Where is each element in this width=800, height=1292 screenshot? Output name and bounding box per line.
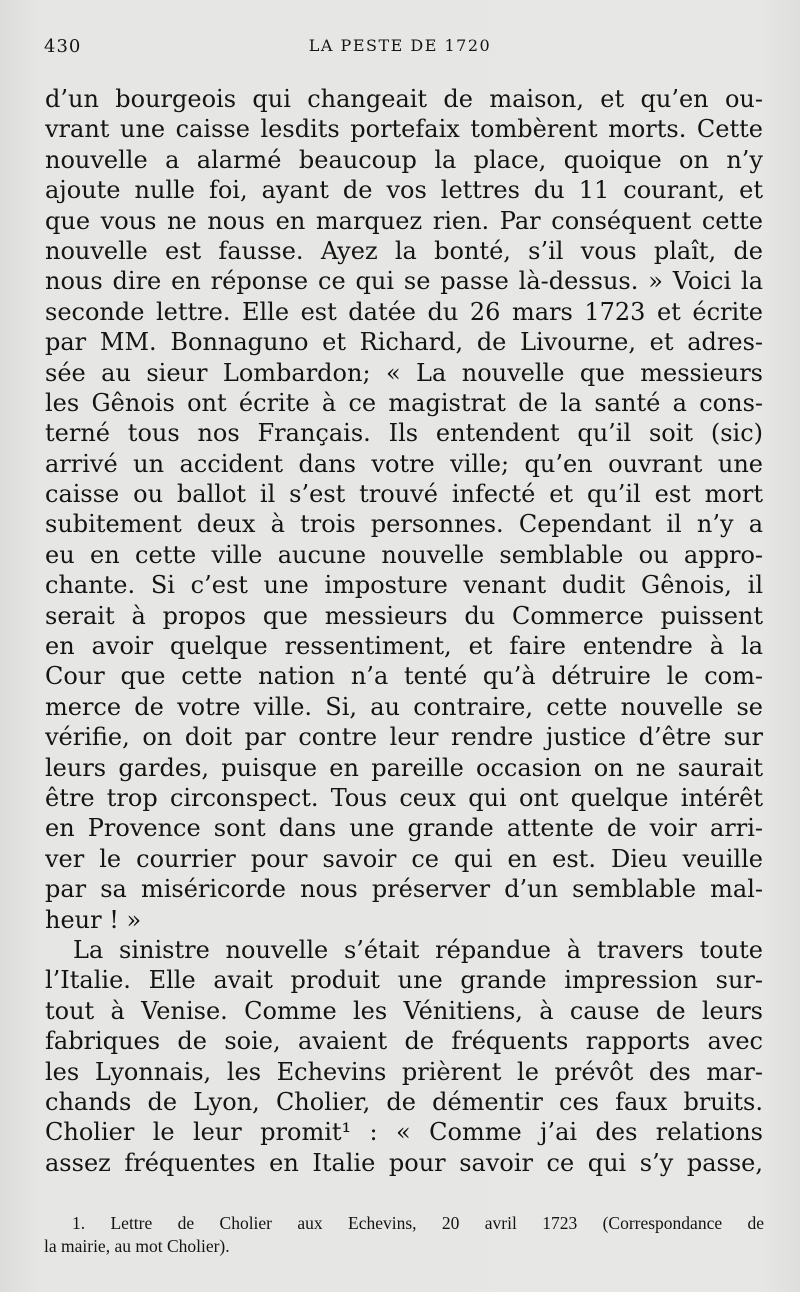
text-line: sée au sieur Lombardon; « La nouvelle que messieurs: [45, 358, 763, 387]
text-line: nous dire en réponse ce qui se passe là-dessus. » Voici la: [45, 267, 763, 296]
text-line: les Lyonnais, les Echevins prièrent le prévôt des mar-: [45, 1057, 763, 1086]
text-line: merce de votre ville. Si, au contraire, cette nouvelle se: [45, 692, 763, 721]
text-line: caisse ou ballot il s’est trouvé infecté et qu’il est mort: [45, 480, 763, 509]
text-line: ajoute nulle foi, ayant de vos lettres du 11 courant, et: [45, 176, 763, 205]
text-line: par MM. Bonnaguno et Richard, de Livourne, et adres-: [45, 328, 763, 357]
text-line: fabriques de soie, avaient de fréquents rapports avec: [45, 1027, 763, 1056]
text-line: les Gênois ont écrite à ce magistrat de la santé a cons-: [45, 388, 763, 417]
page-header: [44, 36, 756, 60]
text-line: par sa miséricorde nous préserver d’un semblable mal-: [45, 875, 763, 904]
text-line: que vous ne nous en marquez rien. Par conséquent cette: [45, 206, 763, 235]
text-line: serait à propos que messieurs du Commerce puissent: [45, 601, 763, 630]
text-line: être trop circonspect. Tous ceux qui ont quelque intérêt: [45, 783, 763, 812]
text-line: chante. Si c’est une imposture venant dudit Gênois, il: [45, 571, 763, 600]
footnote: [44, 1212, 764, 1258]
text-line: en avoir quelque ressentiment, et faire entendre à la: [45, 632, 763, 661]
text-line: tout à Venise. Comme les Vénitiens, à cause de leurs: [45, 996, 763, 1025]
text-line: ver le courrier pour savoir ce qui en est. Dieu veuille: [45, 844, 763, 873]
text-line: leurs gardes, puisque en pareille occasion on ne saurait: [45, 753, 763, 782]
page-number: 430: [44, 36, 82, 57]
text-line: nouvelle est fausse. Ayez la bonté, s’il vous plaît, de: [45, 236, 763, 265]
text-line: Cholier le leur promit¹ : « Comme j’ai des relations: [45, 1118, 763, 1147]
text-line: d’un bourgeois qui changeait de maison, et qu’en ou-: [45, 85, 763, 113]
text-line: en Provence sont dans une grande attente de voir arri-: [45, 814, 763, 843]
text-line: subitement deux à trois personnes. Cependant il n’y a: [45, 510, 763, 539]
footnote-line: 1. Lettre de Cholier aux Echevins, 20 avril 1723 (Correspondance de: [72, 1213, 764, 1233]
text-line: assez fréquentes en Italie pour savoir ce qui s’y passe,: [45, 1148, 763, 1177]
text-line: Cour que cette nation n’a tenté qu’à détruire le com-: [45, 662, 763, 691]
text-line: heur ! »: [45, 905, 142, 934]
paragraph-start-line: La sinistre nouvelle s’était répandue à travers toute: [73, 935, 763, 964]
text-line: seconde lettre. Elle est datée du 26 mars 1723 et écrite: [45, 297, 763, 326]
text-line: eu en cette ville aucune nouvelle semblable ou appro-: [45, 540, 763, 569]
footnote-line: la mairie, au mot Cholier).: [44, 1236, 230, 1256]
running-title: LA PESTE DE 1720: [308, 36, 492, 55]
text-line: vérifie, on doit par contre leur rendre justice d’être sur: [45, 723, 763, 752]
text-line: chands de Lyon, Cholier, de démentir ces faux bruits.: [45, 1087, 763, 1116]
text-line: l’Italie. Elle avait produit une grande impression sur-: [45, 966, 763, 995]
text-line: nouvelle a alarmé beaucoup la place, quoique on n’y: [45, 145, 763, 174]
text-line: terné tous nos Français. Ils entendent qu’il soit (sic): [45, 419, 763, 448]
body-text: [45, 84, 763, 1178]
text-line: arrivé un accident dans votre ville; qu’en ouvrant une: [45, 449, 763, 478]
text-line: vrant une caisse lesdits portefaix tombèrent morts. Cette: [45, 115, 763, 144]
